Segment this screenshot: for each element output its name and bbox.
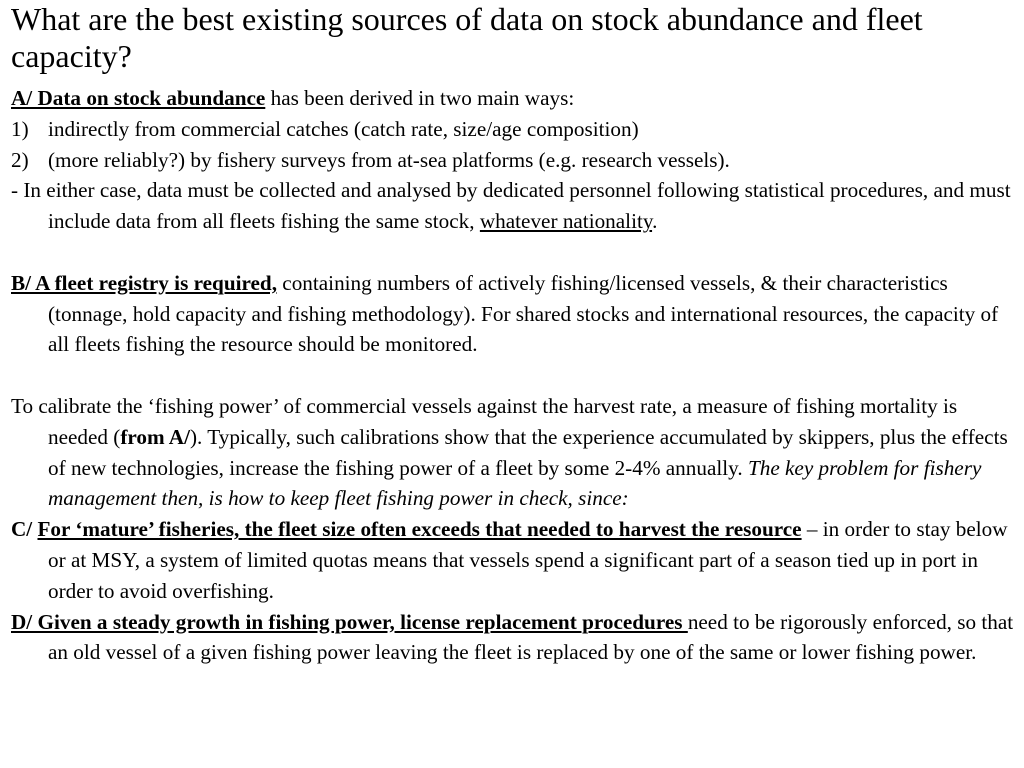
calibration-text-middle: ). Typically, such calibrations show that the experience accumulated by skippers, plus the effects of new technologies, increase the fishing power of a fleet by some 2-4% annually. — [48, 424, 1008, 480]
section-d — [11, 607, 1021, 669]
whatever-nationality-text: whatever nationality — [479, 209, 653, 234]
section-a-note-end: . — [652, 209, 658, 234]
spacer — [11, 360, 1021, 391]
section-a-heading: A/ Data on stock abundance — [11, 86, 266, 110]
section-c-heading: For ‘mature’ fisheries, the fleet size often exceeds that needed to harvest the resource — [37, 517, 802, 542]
calibration-paragraph — [11, 391, 1021, 514]
list-item — [11, 114, 1021, 145]
section-b — [11, 268, 1021, 360]
list-item — [11, 145, 1021, 176]
section-d-text: need to be rigorously enforced, so that an old vessel of a given fishing power leaving the fleet is replaced by one of the same or lower fishing power. — [48, 609, 1014, 665]
section-b-text: containing numbers of actively fishing/licensed vessels, & their characteristics (tonnage, hold capacity and fishing methodology). For shared stocks and international resources, the capacity of all fleets fishing the resource should be monitored. — [48, 270, 999, 357]
section-c-text: – in order to stay below or at MSY, a system of limited quotas means that vessels spend a significant part of a season tied up in port in order to avoid overfishing. — [48, 517, 1008, 603]
calibration-bold: from A/ — [120, 424, 190, 449]
section-c — [11, 514, 1021, 606]
section-a-intro-text: has been derived in two main ways: — [265, 86, 575, 110]
calibration-text: To calibrate the ‘fishing power’ of commercial vessels against the harvest rate, a measure of fishing mortality is needed ( — [11, 393, 958, 449]
section-a-intro — [11, 83, 1021, 114]
section-c-label: C/ — [11, 517, 38, 542]
list-item-number: 1) — [11, 116, 29, 141]
list-item-number: 2) — [11, 147, 29, 172]
spacer — [11, 237, 1021, 268]
section-b-heading: B/ A fleet registry is required, — [11, 270, 277, 295]
section-a-note — [11, 175, 1021, 237]
list-item-text: indirectly from commercial catches (catch rate, size/age composition) — [48, 116, 639, 141]
slide-title: What are the best existing sources of data on stock abundance and fleet capacity? — [11, 1, 923, 74]
calibration-italic: The key problem for fishery management then, is how to keep fleet fishing power in check, since: — [48, 455, 982, 511]
slide-body — [11, 83, 1021, 668]
slide — [11, 0, 1021, 668]
list-item-text: (more reliably?) by fishery surveys from at-sea platforms (e.g. research vessels). — [48, 147, 730, 172]
section-d-heading: D/ Given a steady growth in fishing power, license replacement procedures — [11, 609, 688, 634]
section-a-note-text: - In either case, data must be collected and analysed by dedicated personnel following statistical procedures, and must include data from all fleets fishing the same stock, — [11, 178, 1011, 234]
